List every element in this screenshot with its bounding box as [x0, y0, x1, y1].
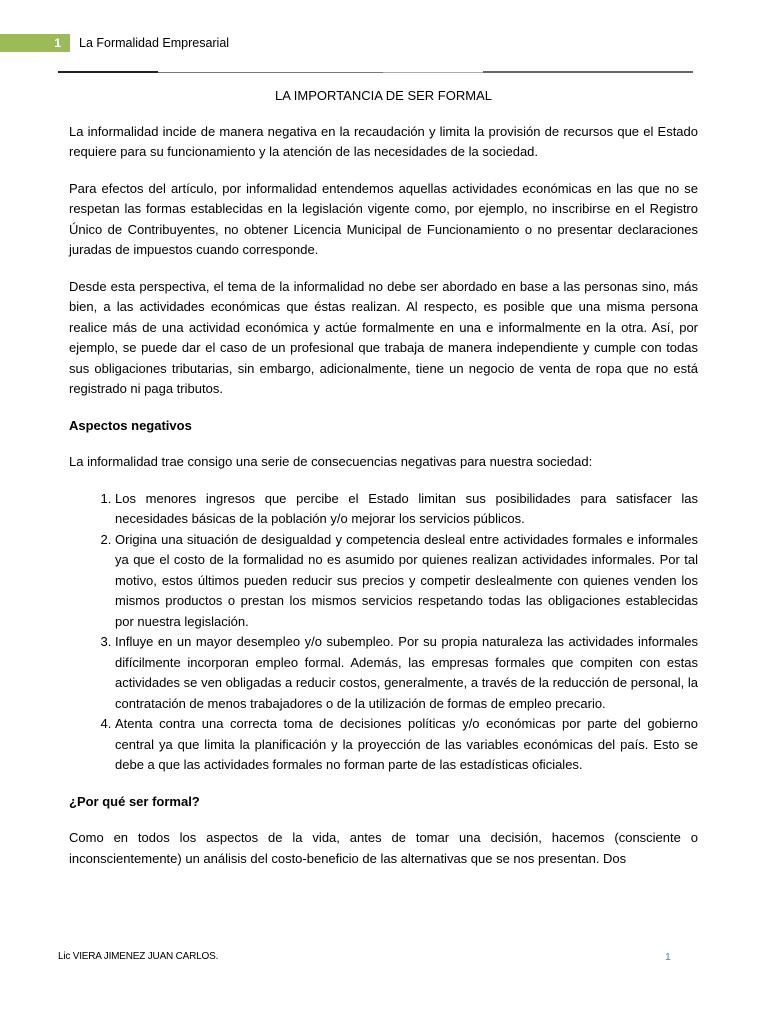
section-heading: ¿Por qué ser formal?: [69, 793, 200, 809]
header-page-number-badge: 1: [0, 34, 70, 52]
header-divider: [483, 71, 693, 73]
document-body: [69, 86, 698, 885]
header-divider: [158, 72, 383, 73]
section-heading: Aspectos negativos: [69, 417, 192, 433]
footer-page-number: 1: [665, 951, 671, 963]
header-divider: [383, 72, 483, 73]
header-divider: [58, 71, 158, 73]
header-title: La Formalidad Empresarial: [79, 36, 230, 50]
page-header: [0, 34, 768, 52]
paragraph: La informalidad incide de manera negativa en la recaudación y limita la provisión de recursos que el Estado requiere para su funcionamiento y la atención de las necesidades de la sociedad.: [69, 123, 698, 159]
numbered-list: [69, 489, 698, 776]
list-item: 4. Atenta contra una correcta toma de decisiones políticas y/o económicas por parte del gobierno central ya que limita la planificación y la proyección de las variables económicas del país. Esto se debe a que las actividades formales no forman parte de las estadísticas oficiales.: [115, 714, 698, 776]
paragraph: Como en todos los aspectos de la vida, antes de tomar una decisión, hacemos (consciente o inconscientemente) un análisis del costo-beneficio de las alternativas que se nos presentan. Dos: [69, 830, 698, 866]
list-item: 1. Los menores ingresos que percibe el Estado limitan sus posibilidades para satisfacer las necesidades básicas de la población y/o mejorar los servicios públicos.: [115, 489, 698, 530]
document-title: LA IMPORTANCIA DE SER FORMAL: [275, 88, 492, 103]
paragraph: Para efectos del artículo, por informalidad entendemos aquellas actividades económicas en las que no se respetan las formas establecidas en la legislación vigente como, por ejemplo, no inscribirse en el Registro Único de Contribuyentes, no obtener Licencia Municipal de Funcionamiento o no presentar declaraciones juradas de impuestos cuando corresponde.: [69, 180, 698, 257]
list-item: 2. Origina una situación de desigualdad y competencia desleal entre actividades formales e informales ya que el costo de la formalidad no es asumido por quienes realizan actividades informales. Por tal motivo, estos últimos pueden reducir sus precios y competir deslealmente con quienes venden los mismos productos o prestan los mismos servicios respetando todas las obligaciones establecidas por nuestra legislación.: [115, 530, 698, 633]
paragraph: Desde esta perspectiva, el tema de la informalidad no debe ser abordado en base a las personas sino, más bien, a las actividades económicas que éstas realizan. Al respecto, es posible que una misma persona realice más de una actividad económica y actúe formalmente en una e informalmente en la otra. Así, por ejemplo, se puede dar el caso de un profesional que trabaja de manera independiente y cumple con todas sus obligaciones tributarias, sin embargo, adicionalmente, tiene un negocio de venta de ropa que no está registrado ni paga tributos.: [69, 278, 698, 396]
list-item: 3. Influye en un mayor desempleo y/o subempleo. Por su propia naturaleza las actividades informales difícilmente incorporan empleo formal. Además, las empresas formales que compiten con estas actividades se ven obligadas a reducir costos, generalmente, a través de la reducción de personal, la contratación de menos trabajadores o de la utilización de formas de empleo precario.: [115, 632, 698, 714]
paragraph: La informalidad trae consigo una serie de consecuencias negativas para nuestra sociedad:: [69, 454, 593, 469]
footer-author: Lic VIERA JIMENEZ JUAN CARLOS.: [58, 951, 219, 962]
